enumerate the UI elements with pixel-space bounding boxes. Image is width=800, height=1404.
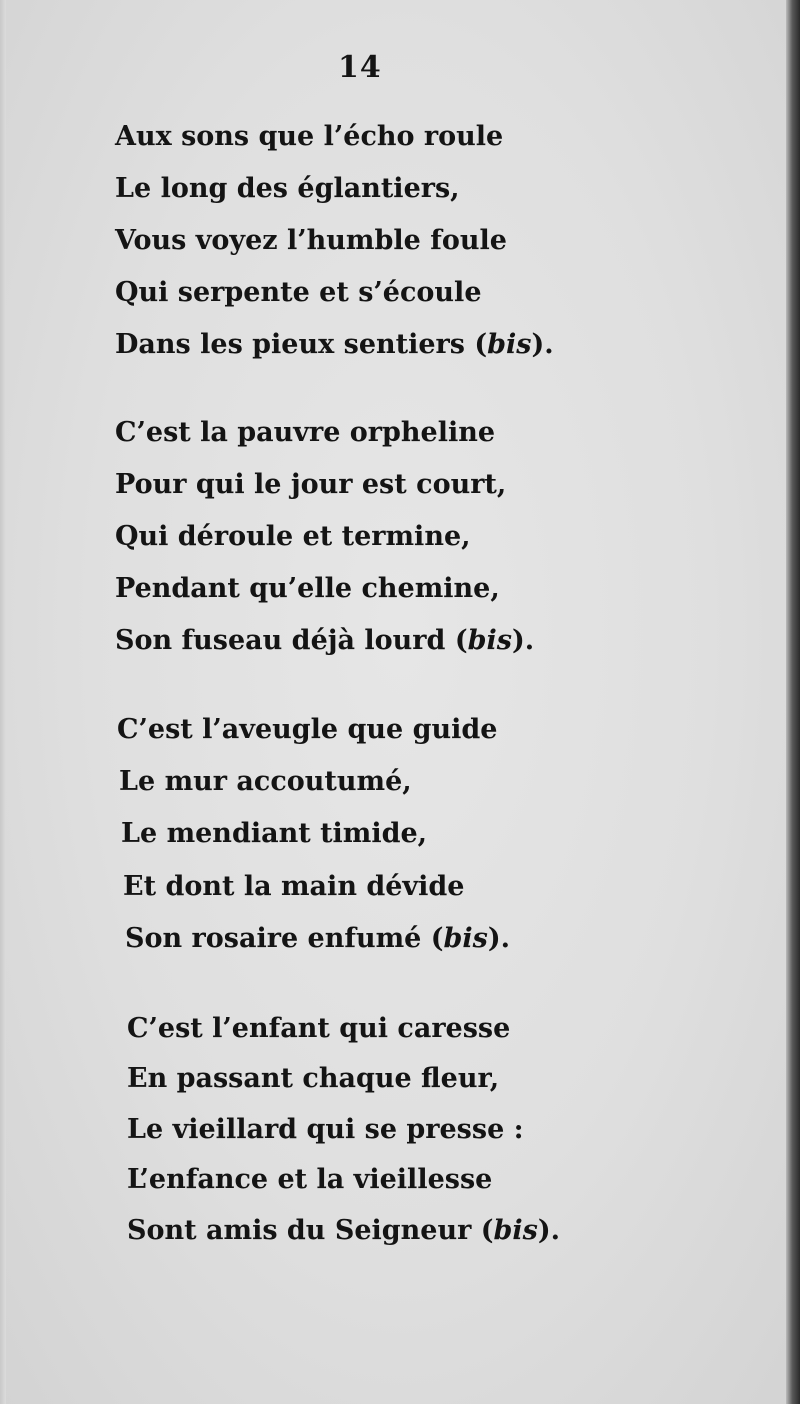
- refrain-marker: bis: [493, 1215, 538, 1246]
- verse-line: Et dont la main dévide: [123, 871, 465, 902]
- verse-line: Pendant qu’elle chemine,: [115, 573, 500, 604]
- verse-line: Pour qui le jour est court,: [115, 469, 507, 500]
- page-binding-edge: [786, 0, 800, 1404]
- refrain-marker: bis: [487, 329, 532, 360]
- verse-line-refrain: Son fuseau déjà lourd (bis).: [115, 625, 535, 656]
- page-edge-left: [0, 0, 6, 1404]
- verse-line: Le mur accoutumé,: [119, 766, 412, 797]
- verse-line: Le mendiant timide,: [121, 818, 428, 849]
- verse-line: Le vieillard qui se presse :: [127, 1114, 524, 1145]
- verse-line: L’enfance et la vieillesse: [127, 1164, 493, 1195]
- verse-line: Le long des églantiers,: [115, 173, 460, 204]
- verse-line: Aux sons que l’écho roule: [115, 121, 504, 152]
- page-number: 14: [338, 50, 382, 85]
- verse-line: Qui déroule et termine,: [115, 521, 471, 552]
- verse-line: Vous voyez l’humble foule: [115, 225, 507, 256]
- verse-line: C’est l’enfant qui caresse: [127, 1013, 511, 1044]
- verse-line: C’est la pauvre orpheline: [115, 417, 496, 448]
- verse-line: C’est l’aveugle que guide: [117, 714, 498, 745]
- verse-line-refrain: Son rosaire enfumé (bis).: [125, 923, 511, 954]
- verse-line-refrain: Dans les pieux sentiers (bis).: [115, 329, 554, 360]
- verse-line: En passant chaque fleur,: [127, 1063, 500, 1094]
- refrain-marker: bis: [467, 625, 512, 656]
- verse-line-refrain: Sont amis du Seigneur (bis).: [127, 1215, 561, 1246]
- verse-line: Qui serpente et s’écoule: [115, 277, 482, 308]
- refrain-marker: bis: [443, 923, 488, 954]
